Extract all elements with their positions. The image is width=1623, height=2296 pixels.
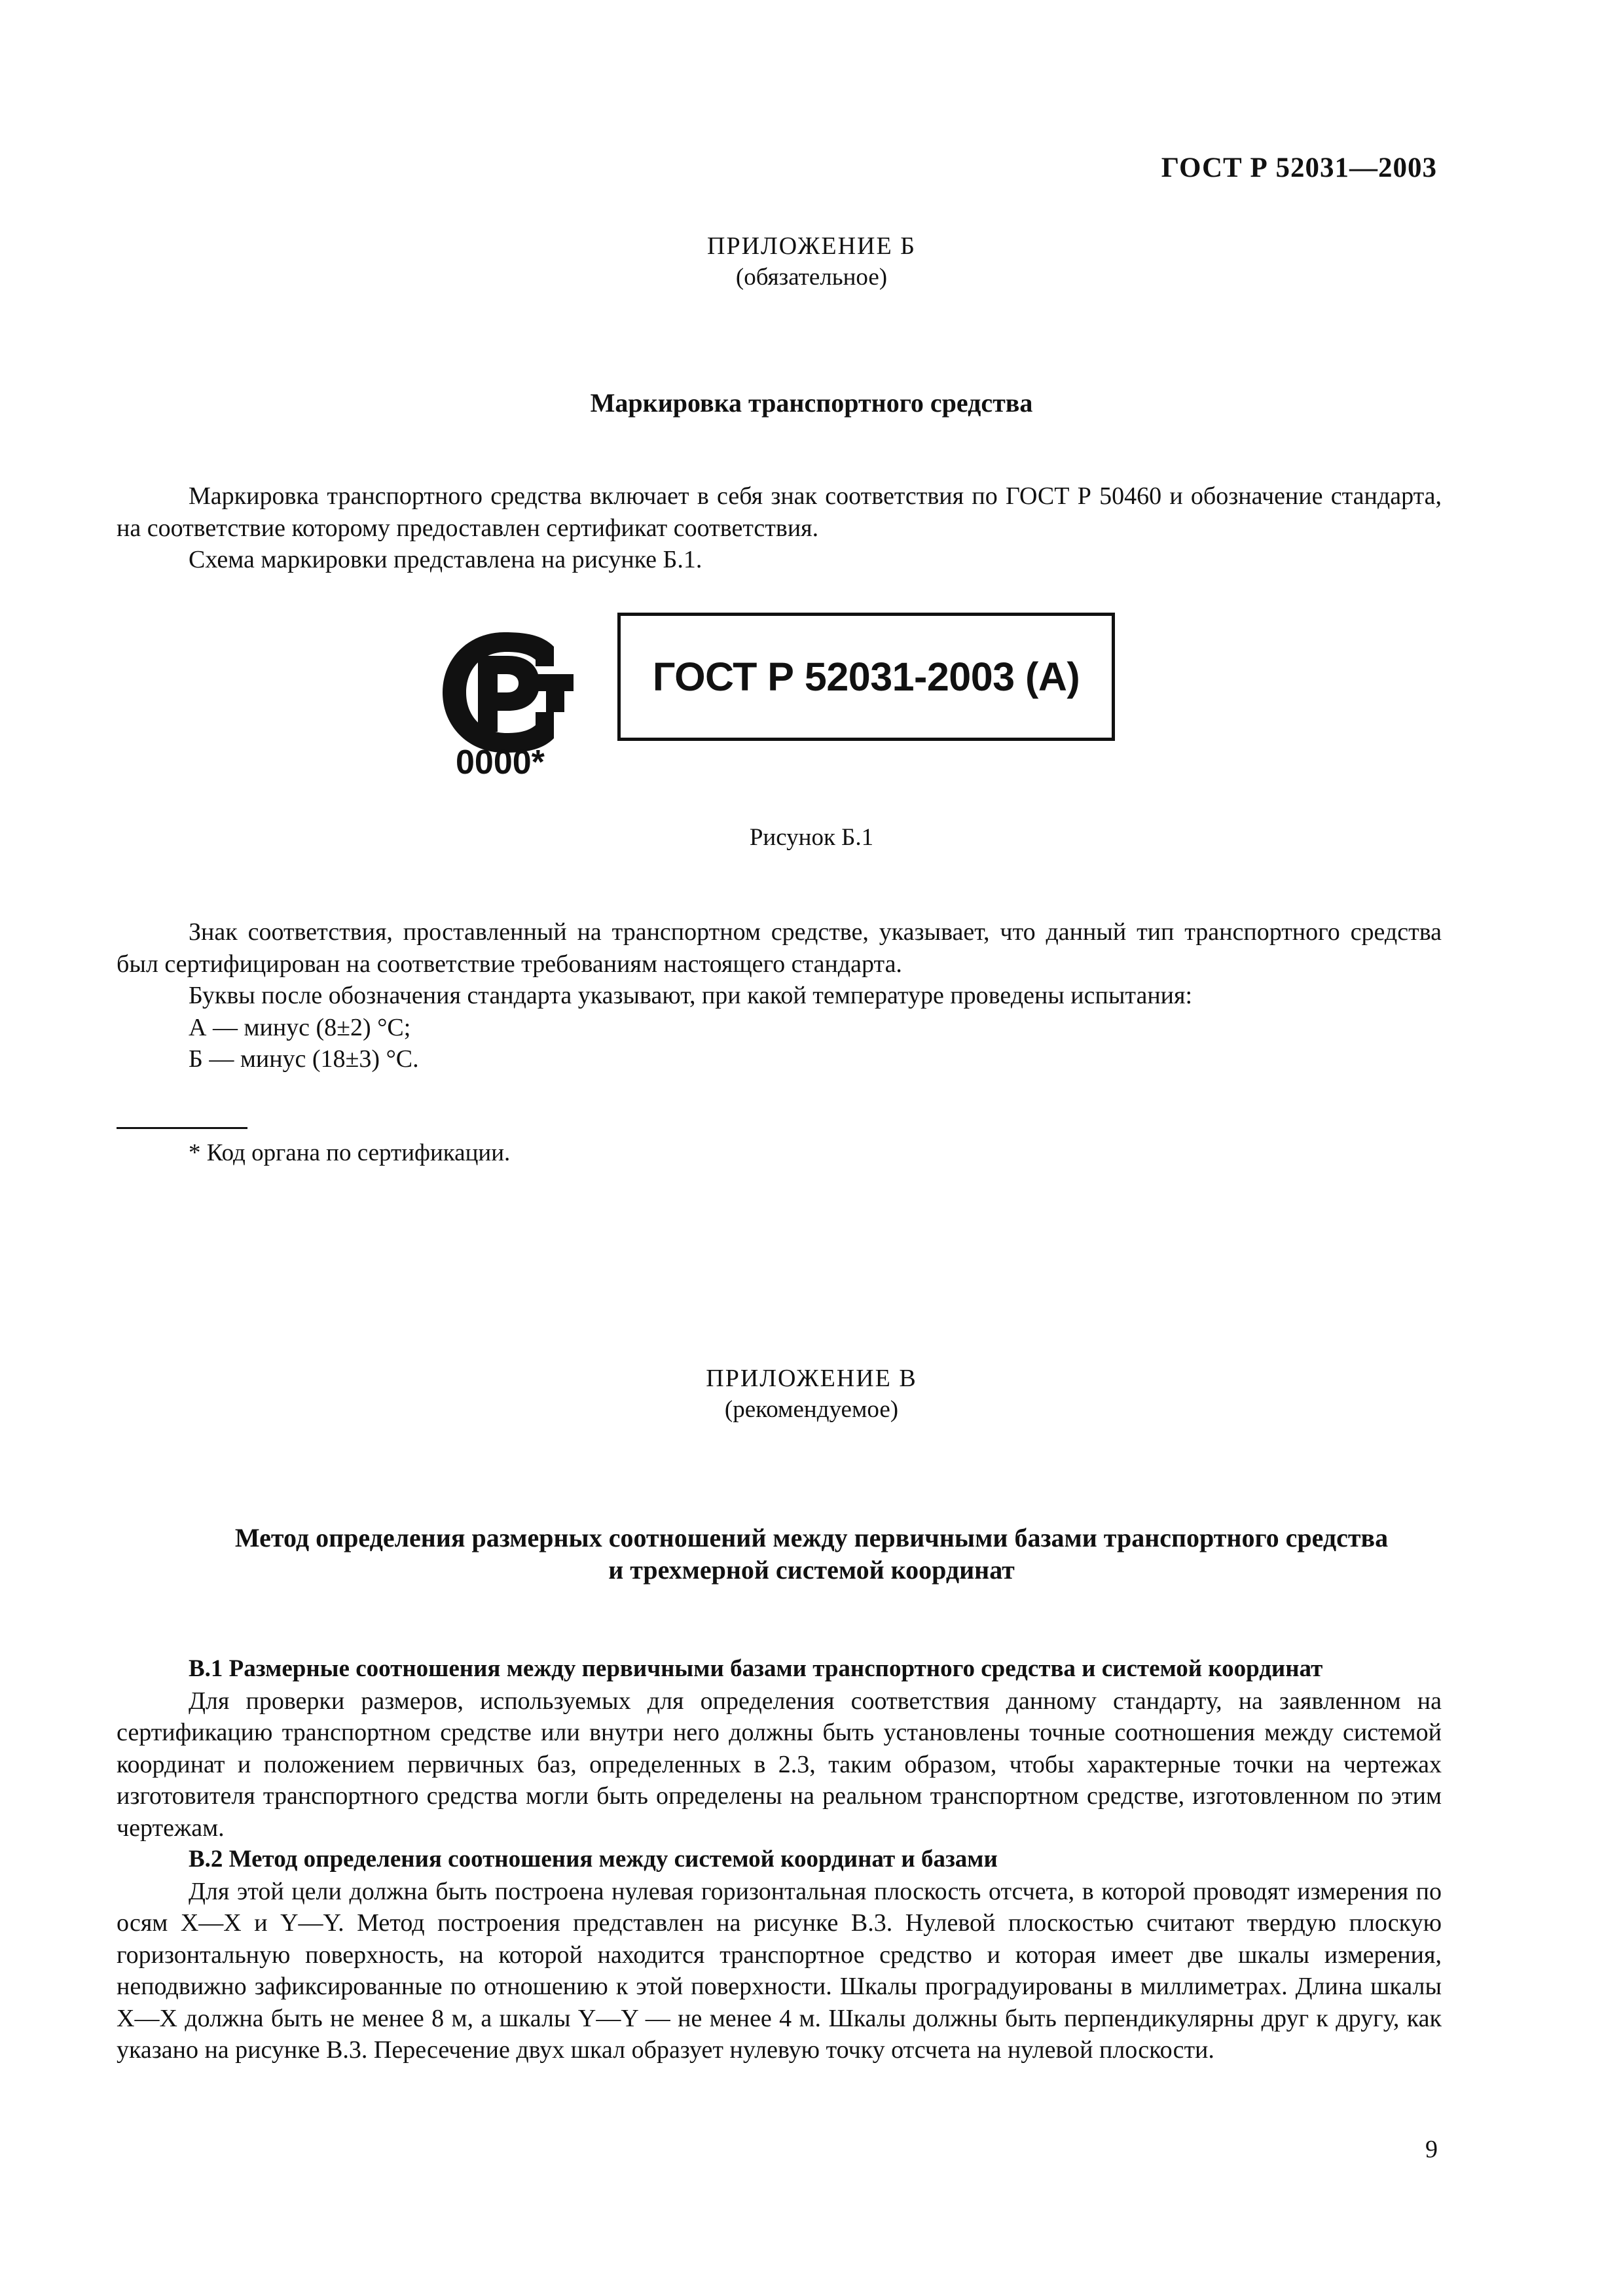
annex-b-body (117, 916, 1442, 1075)
marking-box (617, 613, 1115, 741)
temp-condition-b: Б — минус (18±3) °С. (189, 1045, 419, 1073)
figure-b1-caption: Рисунок Б.1 (749, 824, 874, 851)
annex-b-title: Маркировка транспортного средства (590, 388, 1033, 418)
certification-body-code: 0000* (456, 744, 545, 781)
section-v2-heading: В.2 Метод определения соотношения между системой координат и базами (189, 1846, 998, 1873)
section-v1-text: Для проверки размеров, используемых для определения соответствия данному стандарту, на заявленном на сертификацию транспортном средстве или внутри него должны быть установлены точные соотношения между системой координат и положением первичных баз, определенных в 2.3, таким образом, чтобы характерные точки на чертежах изготовителя транспортного средства могли быть определены на реальном транспортном средстве, изготовленном по этим чертежам. (117, 1687, 1442, 1842)
footnote-divider (117, 1127, 247, 1129)
annex-b-para2: Схема маркировки представлена на рисунке Б.1. (189, 546, 702, 573)
footnote: * Код органа по сертификации. (189, 1139, 511, 1166)
annex-b-para4: Буквы после обозначения стандарта указывают, при какой температуре проведены испытания: (189, 982, 1193, 1009)
annex-b-para3: Знак соответствия, проставленный на транспортном средстве, указывает, что данный тип транспортного средства был сертифицирован на соответствие требованиям настоящего стандарта. (117, 918, 1442, 978)
annex-b-label: ПРИЛОЖЕНИЕ Б (707, 232, 916, 260)
section-v1-heading: В.1 Размерные соотношения между первичными базами транспортного средства и системой координат (189, 1655, 1323, 1682)
page-number: 9 (1425, 2136, 1438, 2163)
annex-v-title-line1: Метод определения размерных соотношений между первичными базами транспортного средства (234, 1523, 1389, 1552)
marking-standard-text: ГОСТ Р 52031-2003 (А) (652, 655, 1080, 699)
annex-b-intro (117, 480, 1442, 576)
annex-v-body (117, 1653, 1442, 2066)
annex-v-title-line2: и трехмерной системой координат (608, 1555, 1015, 1585)
section-v2-text: Для этой цели должна быть построена нулевая горизонтальная плоскость отсчета, в которой проводят измерения по осям X—X и Y—Y. Метод построения представлен на рисунке В.3. Нулевой плоскостью считают твердую плоскую горизонтальную поверхность, на которой находится транспортное средство и которая имеет две шкалы измерения, неподвижно зафиксированные по отношению к этой поверхности. Шкалы проградуированы в миллиметрах. Длина шкалы X—X должна быть не менее 8 м, а шкалы Y—Y — не менее 4 м. Шкалы должны быть перпендикулярны друг к другу, как указано на рисунке В.3. Пересечение двух шкал образует нулевую точку отсчета на нулевой плоскости. (117, 1877, 1442, 2064)
annex-v-kind: (рекомендуемое) (724, 1396, 899, 1423)
page-header-doc-number: ГОСТ Р 52031—2003 (1161, 152, 1437, 183)
annex-b-para1: Маркировка транспортного средства включает в себя знак соответствия по ГОСТ Р 50460 и обозначение стандарта, на соответствие которому предоставлен сертификат соответствия. (117, 482, 1442, 542)
annex-v-label: ПРИЛОЖЕНИЕ В (706, 1365, 917, 1392)
temp-condition-a: А — минус (8±2) °С; (189, 1013, 411, 1041)
certification-mark-logo (437, 627, 575, 758)
annex-b-kind: (обязательное) (735, 264, 888, 291)
